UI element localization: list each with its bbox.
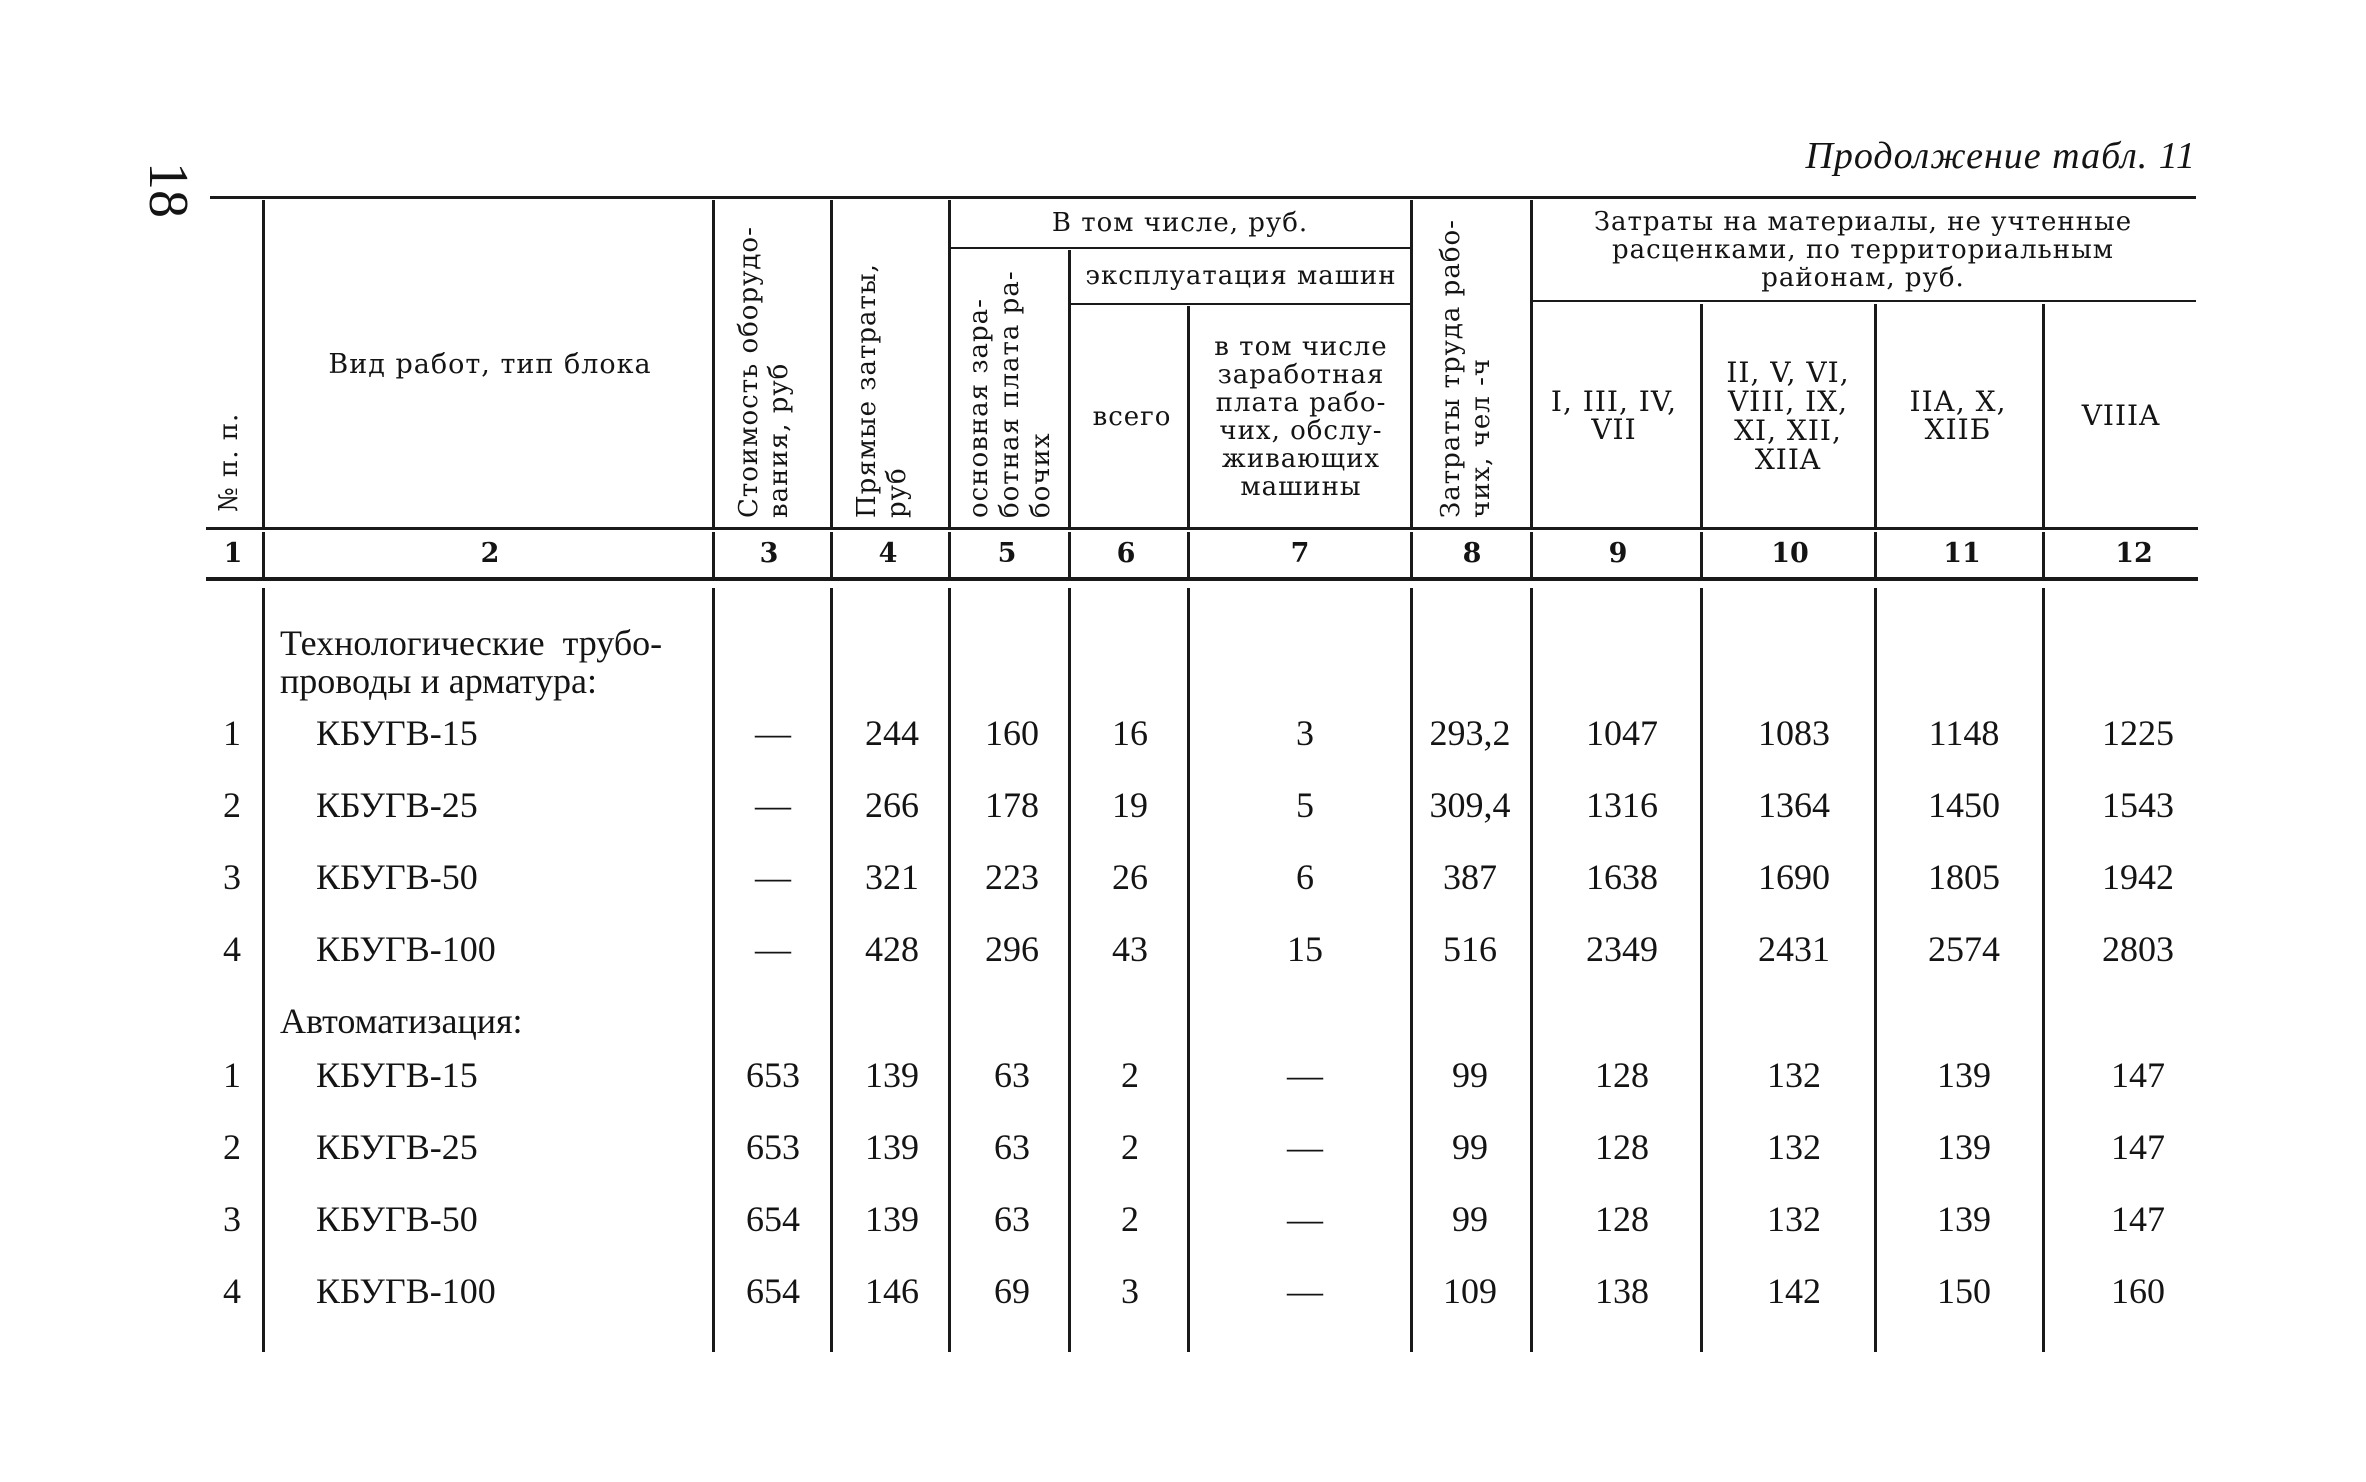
cell-c12: 147 [2111, 1199, 2165, 1239]
column-rule [1700, 304, 1703, 528]
colnum-11: 11 [1943, 538, 1981, 569]
section-title: Технологические трубо- [280, 623, 663, 663]
column-rule [1700, 532, 1703, 578]
cell-c3: — [755, 929, 791, 969]
header-col9: I, III, IV, VII [1550, 385, 1678, 446]
group-materials-rule [1530, 300, 2196, 302]
colnum-10: 10 [1771, 538, 1809, 569]
header-col11: IIА, X, XIIБ [1909, 385, 2007, 446]
header-col1: № п. п. [214, 412, 244, 512]
group-machines-rule [1070, 303, 1410, 305]
cell-c11: 1450 [1928, 785, 2000, 825]
cell-c6: 26 [1112, 857, 1148, 897]
header-col8: Затраты труда рабо-чих, чел -ч [1436, 219, 1496, 518]
column-rule [1530, 532, 1533, 578]
cell-c4: 139 [865, 1127, 919, 1167]
cell-c7: 6 [1296, 857, 1314, 897]
table-caption: Продолжение табл. 11 [1805, 135, 2196, 177]
block-type: КБУГВ-100 [316, 1271, 496, 1311]
row-number: 1 [223, 713, 241, 753]
table-row [0, 780, 2366, 830]
cell-c10: 142 [1767, 1271, 1821, 1311]
header-col5: основная зара-ботная плата ра-бочих [964, 270, 1056, 518]
header-col6: всего [1092, 402, 1172, 432]
cell-c7: — [1287, 1199, 1323, 1239]
row-number: 3 [223, 857, 241, 897]
cell-c10: 132 [1767, 1055, 1821, 1095]
row-number: 2 [223, 785, 241, 825]
header-group-machines: эксплуатация машин [1085, 261, 1397, 291]
row-number: 2 [223, 1127, 241, 1167]
column-rule [948, 532, 951, 578]
table-top-rule [210, 196, 2196, 199]
column-rule [1068, 532, 1071, 578]
header-group-materials: Затраты на материалы, не учтенные расценками, по территориальным районам, руб. [1593, 207, 2133, 293]
cell-c5: 160 [985, 713, 1039, 753]
cell-c6: 19 [1112, 785, 1148, 825]
cell-c5: 178 [985, 785, 1039, 825]
cell-c8: 516 [1443, 929, 1497, 969]
cell-c11: 150 [1937, 1271, 1991, 1311]
table-row [0, 1194, 2366, 1244]
cell-c3: — [755, 785, 791, 825]
colnum-8: 8 [1462, 538, 1482, 569]
section-title: Автоматизация: [280, 1001, 523, 1041]
colnum-bottom-rule [206, 577, 2198, 581]
cell-c9: 128 [1595, 1055, 1649, 1095]
cell-c8: 99 [1452, 1127, 1488, 1167]
cell-c10: 2431 [1758, 929, 1830, 969]
cell-c5: 69 [994, 1271, 1030, 1311]
cell-c9: 128 [1595, 1127, 1649, 1167]
column-rule [1874, 532, 1877, 578]
cell-c6: 2 [1121, 1055, 1139, 1095]
header-group-including: В том числе, руб. [1051, 208, 1309, 238]
cell-c6: 3 [1121, 1271, 1139, 1311]
table-row [0, 924, 2366, 974]
colnum-1: 1 [223, 538, 243, 569]
cell-c6: 2 [1121, 1199, 1139, 1239]
cell-c9: 128 [1595, 1199, 1649, 1239]
table-row [0, 708, 2366, 758]
page-number: 18 [137, 162, 199, 218]
colnum-2: 2 [480, 538, 500, 569]
colnum-6: 6 [1116, 538, 1136, 569]
cell-c5: 63 [994, 1055, 1030, 1095]
colnum-5: 5 [997, 538, 1017, 569]
cell-c9: 2349 [1586, 929, 1658, 969]
cell-c7: — [1287, 1271, 1323, 1311]
column-rule [830, 200, 833, 528]
cell-c8: 309,4 [1429, 785, 1511, 825]
cell-c8: 293,2 [1429, 713, 1511, 753]
cell-c7: — [1287, 1055, 1323, 1095]
cell-c12: 2803 [2102, 929, 2174, 969]
cell-c3: 654 [746, 1199, 800, 1239]
cell-c8: 387 [1443, 857, 1497, 897]
block-type: КБУГВ-15 [316, 1055, 478, 1095]
cell-c10: 132 [1767, 1199, 1821, 1239]
column-rule [2042, 304, 2045, 528]
header-col3: Стоимость оборудо-вания, руб [734, 226, 794, 518]
cell-c5: 296 [985, 929, 1039, 969]
colnum-9: 9 [1608, 538, 1628, 569]
colnum-3: 3 [759, 538, 779, 569]
block-type: КБУГВ-25 [316, 1127, 478, 1167]
cell-c4: 146 [865, 1271, 919, 1311]
cell-c9: 1316 [1586, 785, 1658, 825]
table-row [0, 1122, 2366, 1172]
cell-c10: 132 [1767, 1127, 1821, 1167]
column-rule [712, 532, 715, 578]
cell-c9: 1638 [1586, 857, 1658, 897]
cell-c5: 223 [985, 857, 1039, 897]
cell-c11: 1805 [1928, 857, 2000, 897]
cell-c4: 266 [865, 785, 919, 825]
cell-c3: — [755, 713, 791, 753]
cell-c12: 160 [2111, 1271, 2165, 1311]
cell-c8: 99 [1452, 1199, 1488, 1239]
block-type: КБУГВ-50 [316, 857, 478, 897]
cell-c9: 1047 [1586, 713, 1658, 753]
cell-c3: 654 [746, 1271, 800, 1311]
colnum-4: 4 [878, 538, 898, 569]
cell-c3: 653 [746, 1055, 800, 1095]
cell-c4: 428 [865, 929, 919, 969]
cell-c11: 139 [1937, 1199, 1991, 1239]
row-number: 4 [223, 1271, 241, 1311]
table-row [0, 1266, 2366, 1316]
cell-c10: 1083 [1758, 713, 1830, 753]
table-row [0, 852, 2366, 902]
cell-c12: 1225 [2102, 713, 2174, 753]
cell-c6: 2 [1121, 1127, 1139, 1167]
cell-c6: 16 [1112, 713, 1148, 753]
cell-c7: — [1287, 1127, 1323, 1167]
cell-c11: 2574 [1928, 929, 2000, 969]
cell-c11: 1148 [1928, 713, 2000, 753]
cell-c3: — [755, 857, 791, 897]
header-col7: в том числе заработная плата рабо-чих, обслу-живающих машины [1214, 332, 1388, 502]
row-number: 3 [223, 1199, 241, 1239]
cell-c8: 99 [1452, 1055, 1488, 1095]
cell-c12: 1942 [2102, 857, 2174, 897]
header-col4: Прямые затраты, руб [852, 263, 912, 518]
cell-c12: 147 [2111, 1055, 2165, 1095]
block-type: КБУГВ-100 [316, 929, 496, 969]
cell-c9: 138 [1595, 1271, 1649, 1311]
cell-c7: 15 [1287, 929, 1323, 969]
cell-c12: 1543 [2102, 785, 2174, 825]
table-row [0, 1050, 2366, 1100]
column-rule [948, 200, 951, 528]
block-type: КБУГВ-15 [316, 713, 478, 753]
column-rule [1410, 532, 1413, 578]
cell-c4: 244 [865, 713, 919, 753]
column-rule [2042, 532, 2045, 578]
cell-c10: 1690 [1758, 857, 1830, 897]
column-rule [830, 532, 833, 578]
column-rule [1068, 250, 1071, 528]
cell-c3: 653 [746, 1127, 800, 1167]
colnum-7: 7 [1290, 538, 1310, 569]
cell-c11: 139 [1937, 1127, 1991, 1167]
section-title-continued: проводы и арматура: [280, 661, 598, 701]
header-col10: II, V, VI, VIII, IX, XI, XII, XIIA [1726, 356, 1850, 476]
colnum-12: 12 [2115, 538, 2153, 569]
header-col12: VIIIA [2081, 399, 2161, 432]
cell-c11: 139 [1937, 1055, 1991, 1095]
cell-c10: 1364 [1758, 785, 1830, 825]
cell-c12: 147 [2111, 1127, 2165, 1167]
cell-c8: 109 [1443, 1271, 1497, 1311]
column-rule [1187, 532, 1190, 578]
cell-c4: 139 [865, 1199, 919, 1239]
cell-c4: 139 [865, 1055, 919, 1095]
cell-c6: 43 [1112, 929, 1148, 969]
block-type: КБУГВ-50 [316, 1199, 478, 1239]
cell-c4: 321 [865, 857, 919, 897]
row-number: 4 [223, 929, 241, 969]
column-rule [1874, 304, 1877, 528]
header-col2: Вид работ, тип блока [328, 349, 652, 380]
row-number: 1 [223, 1055, 241, 1095]
block-type: КБУГВ-25 [316, 785, 478, 825]
cell-c7: 3 [1296, 713, 1314, 753]
cell-c5: 63 [994, 1199, 1030, 1239]
cell-c7: 5 [1296, 785, 1314, 825]
cell-c5: 63 [994, 1127, 1030, 1167]
